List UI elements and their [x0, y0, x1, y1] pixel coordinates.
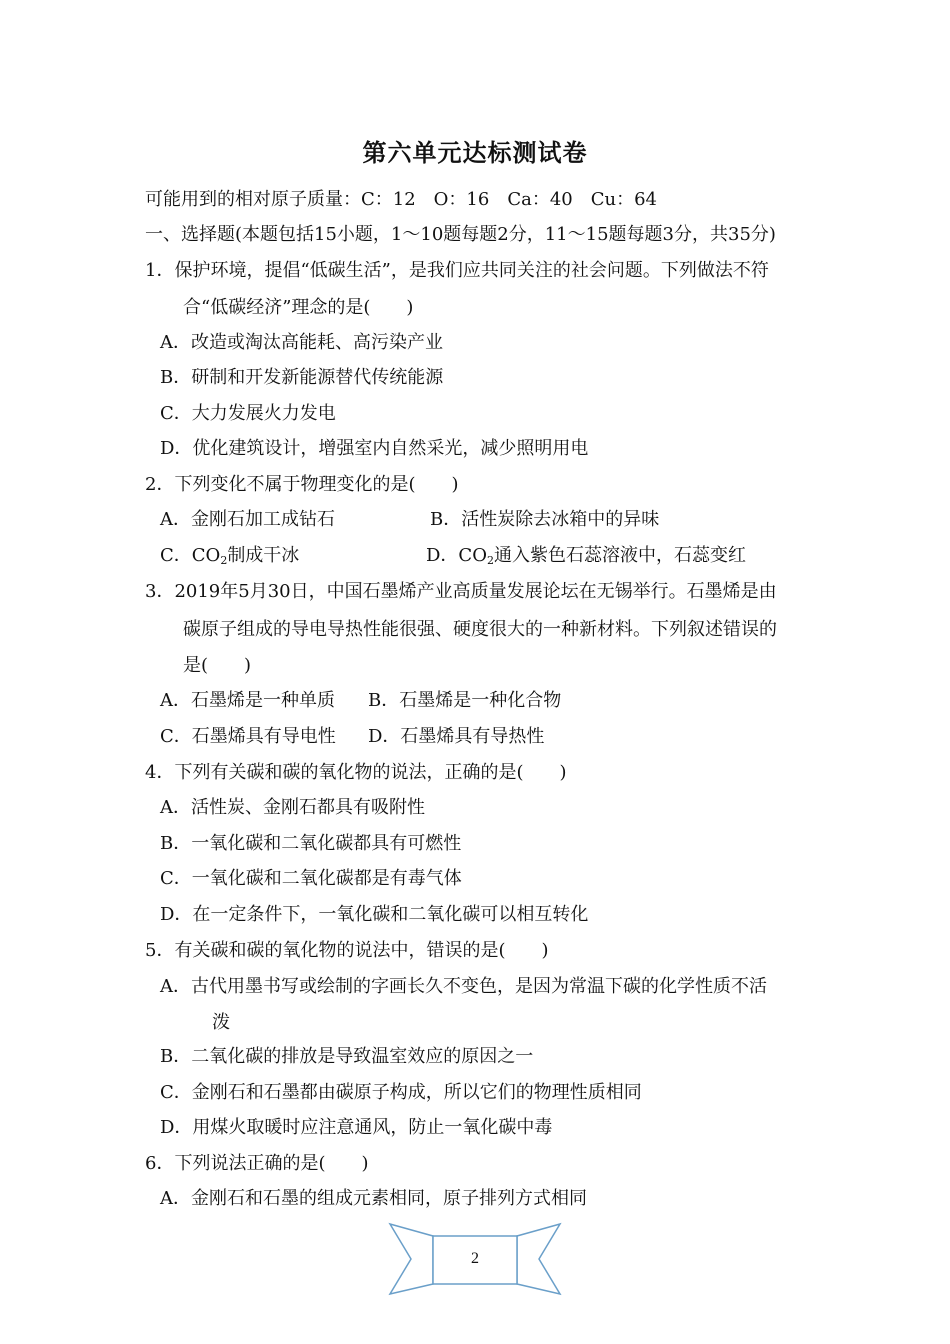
q2-option-c-post: 制成干冰: [227, 545, 300, 566]
q2-option-d: [426, 544, 746, 573]
q4-stem: 4．下列有关碳和碳的氧化物的说法，正确的是( ): [145, 762, 567, 783]
q5-option-b: B．二氧化碳的排放是导致温室效应的原因之一: [160, 1046, 534, 1067]
q6-stem: 6．下列说法正确的是( ): [145, 1153, 369, 1174]
q1-stem-line-1: 1．保护环境，提倡“低碳生活”，是我们应共同关注的社会问题。下列做法不符: [145, 260, 769, 281]
q1-option-b: B．研制和开发新能源替代传统能源: [160, 367, 444, 388]
q4-option-a: A．活性炭、金刚石都具有吸附性: [160, 797, 425, 818]
q1-option-a: A．改造或淘汰高能耗、高污染产业: [160, 332, 443, 353]
q1-stem-line-2: 合“低碳经济”理念的是( ): [183, 297, 414, 318]
q3-stem-line-2: 碳原子组成的导电导热性能很强、硬度很大的一种新材料。下列叙述错误的: [183, 619, 777, 640]
atomic-masses-note: 可能用到的相对原子质量：C：12 O：16 Ca：40 Cu：64: [145, 189, 658, 210]
q2-option-a: A．金刚石加工成钻石: [160, 509, 335, 530]
q2-option-b: B．活性炭除去冰箱中的异味: [430, 509, 660, 530]
q2-option-d-pre: D．CO: [426, 545, 487, 566]
q4-option-d: D．在一定条件下，一氧化碳和二氧化碳可以相互转化: [160, 904, 589, 925]
q4-option-c: C．一氧化碳和二氧化碳都是有毒气体: [160, 868, 462, 889]
q5-option-a-line-1: A．古代用墨书写或绘制的字画长久不变色，是因为常温下碳的化学性质不活: [160, 976, 767, 997]
q2-option-c: [160, 544, 299, 573]
q2-option-c-pre: C．CO: [160, 545, 221, 566]
q3-option-b: B．石墨烯是一种化合物: [368, 690, 562, 711]
q4-option-b: B．一氧化碳和二氧化碳都具有可燃性: [160, 833, 462, 854]
q3-option-c: C．石墨烯具有导电性: [160, 726, 336, 747]
q3-option-d: D．石墨烯具有导热性: [368, 726, 545, 747]
q5-stem: 5．有关碳和碳的氧化物的说法中，错误的是( ): [145, 940, 549, 961]
q5-option-d: D．用煤火取暖时应注意通风，防止一氧化碳中毒: [160, 1117, 553, 1138]
q3-stem-line-3: 是( ): [183, 655, 252, 676]
q3-stem-line-1: 3．2019年5月30日，中国石墨烯产业高质量发展论坛在无锡举行。石墨烯是由: [145, 581, 777, 602]
q2-option-c-sub: 2: [220, 554, 228, 567]
q3-option-a: A．石墨烯是一种单质: [160, 690, 335, 711]
q5-option-a-line-2: 泼: [212, 1012, 230, 1033]
q2-option-d-sub: 2: [486, 554, 494, 567]
page-title: 第六单元达标测试卷: [362, 138, 588, 167]
q6-option-a: A．金刚石和石墨的组成元素相同，原子排列方式相同: [160, 1188, 587, 1209]
q1-option-d: D．优化建筑设计，增强室内自然采光，减少照明用电: [160, 438, 589, 459]
q5-option-c: C．金刚石和石墨都由碳原子构成，所以它们的物理性质相同: [160, 1082, 642, 1103]
q2-option-d-post: 通入紫色石蕊溶液中，石蕊变红: [493, 545, 746, 566]
q1-option-c: C．大力发展火力发电: [160, 403, 336, 424]
q2-stem: 2．下列变化不属于物理变化的是( ): [145, 474, 459, 495]
page-number: 2: [471, 1250, 479, 1267]
page-number-ribbon: [385, 1222, 565, 1296]
section-heading: 一、选择题(本题包括15小题，1～10题每题2分，11～15题每题3分，共35分): [145, 224, 776, 245]
